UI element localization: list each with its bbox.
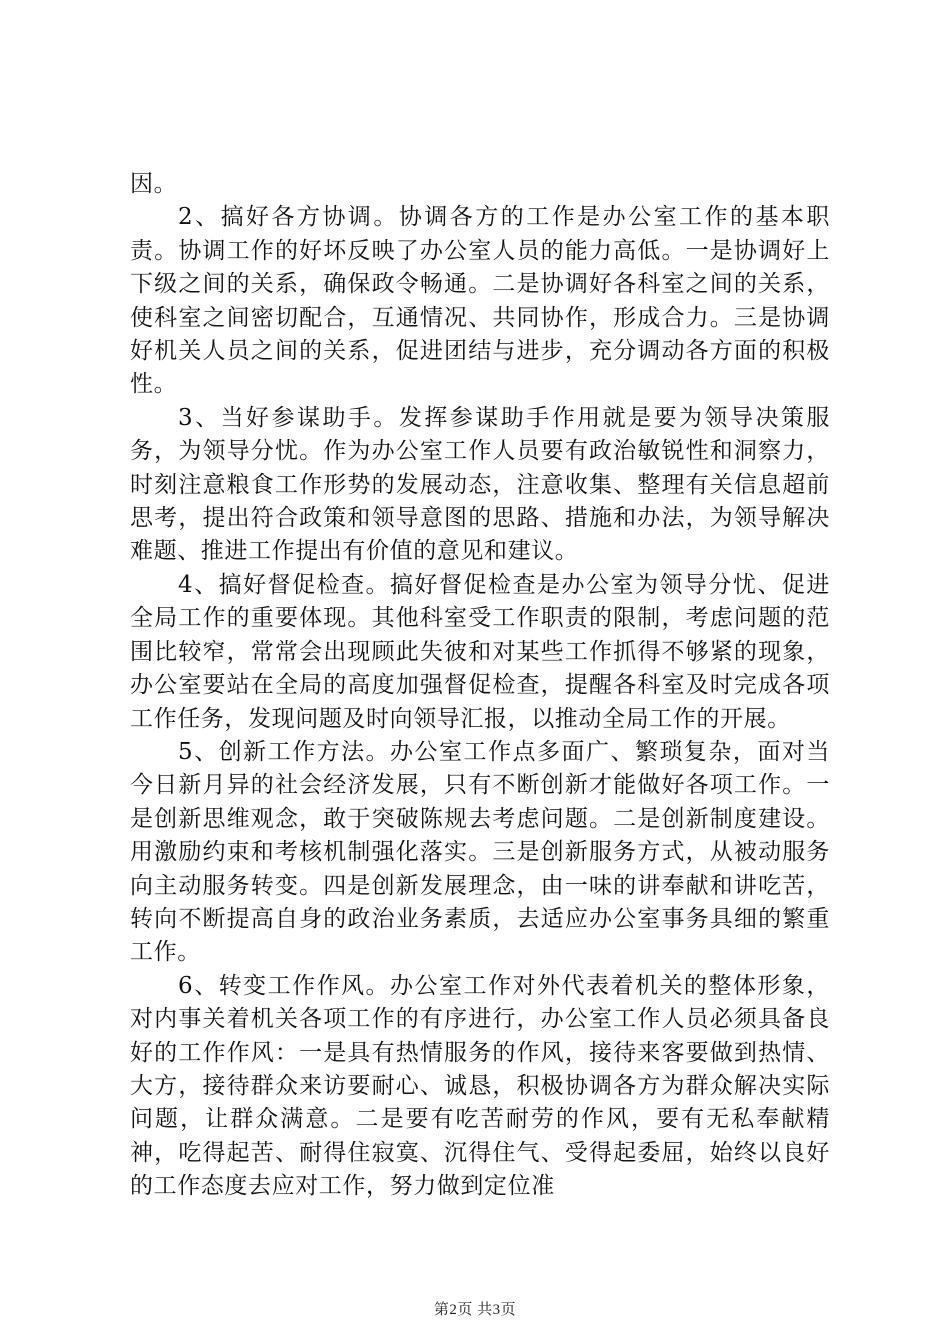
paragraph-innovation: 5、创新工作方法。办公室工作点多面广、繁琐复杂，面对当今日新月异的社会经济发展，只有不断创新才能做好各项工作。一是创新思维观念，敢于突破陈规去考虑问题。二是创新制度建设。用激励约束和考核机制强化落实。三是创新服务方式，从被动服务向主动服务转变。四是创新发展理念，由一味的讲奉献和讲吃苦，转向不断提高自身的政治业务素质，去适应办公室事务具细的繁重工作。 — [130, 738, 830, 966]
page-footer: 第2页 共3页 — [433, 1302, 517, 1318]
paragraph-work-style: 6、转变工作作风。办公室工作对外代表着机关的整体形象，对内事关着机关各项工作的有序进行，办公室工作人员必须具备良好的工作作风：一是具有热情服务的作风，接待来客要做到热情、大方，接待群众来访要耐心、诚恳，积极协调各方为群众解决实际问题，让群众满意。二是要有吃苦耐劳的作风，要有无私奉献精神，吃得起苦、耐得住寂寞、沉得住气、受得起委屈，始终以良好的工作态度去应对工作，努力做到定位准 — [130, 972, 830, 1200]
paragraph-coordination: 2、搞好各方协调。协调各方的工作是办公室工作的基本职责。协调工作的好坏反映了办公室人员的能力高低。一是协调好上下级之间的关系，确保政令畅通。二是协调好各科室之间的关系，使科室之间密切配合，互通情况、共同协作，形成合力。三是协调好机关人员之间的关系，促进团结与进步，充分调动各方面的积极性。 — [130, 204, 830, 398]
paragraph-continuation: 因。 — [130, 171, 178, 197]
document-body — [130, 168, 830, 1204]
paragraph-advisor: 3、当好参谋助手。发挥参谋助手作用就是要为领导决策服务，为领导分忧。作为办公室工作人员要有政治敏锐性和洞察力，时刻注意粮食工作形势的发展动态，注意收集、整理有关信息超前思考，提出符合政策和领导意图的思路、措施和办法，为领导解决难题、推进工作提出有价值的意见和建议。 — [130, 404, 830, 565]
paragraph-supervision: 4、搞好督促检查。搞好督促检查是办公室为领导分忧、促进全局工作的重要体现。其他科室受工作职责的限制，考虑问题的范围比较窄，常常会出现顾此失彼和对某些工作抓得不够紧的现象，办公室要站在全局的高度加强督促检查，提醒各科室及时完成各项工作任务，发现问题及时向领导汇报，以推动全局工作的开展。 — [130, 571, 830, 732]
